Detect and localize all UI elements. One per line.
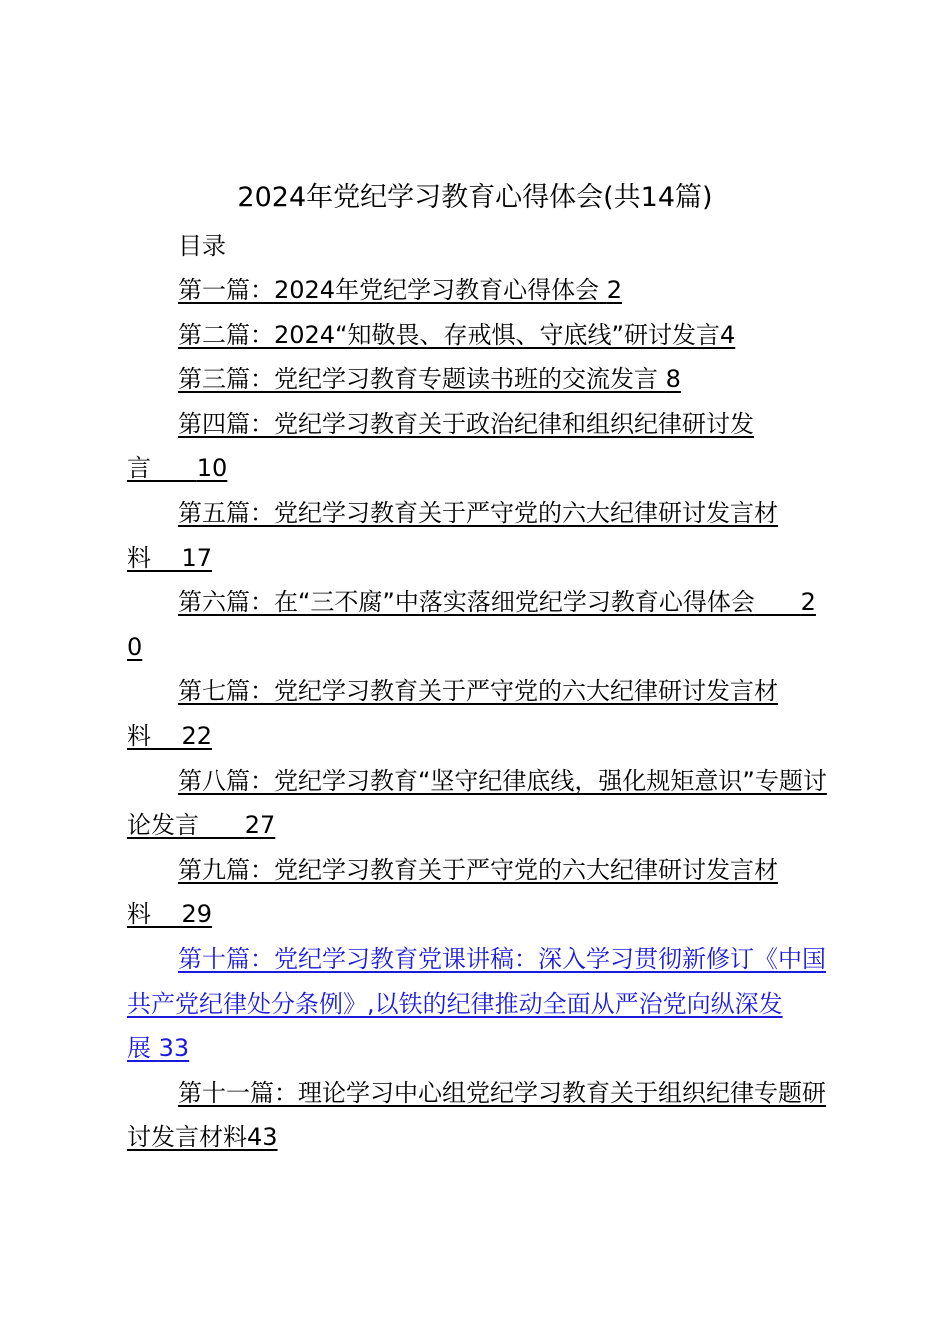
toc-entry-8[interactable] [127,759,827,848]
toc-entry-page-number: 4 [719,320,736,349]
toc-entry-page-number: 20 [127,588,816,661]
toc-entry-gap [151,544,182,572]
toc-entry-9[interactable] [127,848,827,937]
toc-entry-gap [199,811,245,839]
document-title: 2024年党纪学习教育心得体会(共14篇) [237,182,713,213]
toc-entry-label: 第四篇：党纪学习教育关于政治纪律和组织纪律研讨发言 [127,409,754,483]
toc-entry-label: 第五篇：党纪学习教育关于严守党的六大纪律研讨发言材料 [127,498,778,572]
toc-entry-gap [151,454,197,482]
toc-entry-label: 第八篇：党纪学习教育“坚守纪律底线，强化规矩意识”专题讨论发言 [127,766,827,840]
table-of-contents [127,268,827,1160]
toc-entry-11[interactable] [127,1071,827,1160]
toc-entry-gap [151,900,182,928]
toc-entry-label: 第十一篇：理论学习中心组党纪学习教育关于组织纪律专题研讨发言材料 [127,1078,826,1152]
toc-entry-6[interactable] [127,580,827,669]
toc-entry-page-number: 10 [196,454,228,483]
toc-entry-page-number: 43 [247,1123,278,1152]
toc-entry-label: 第三篇：党纪学习教育专题读书班的交流发言 [178,365,658,394]
toc-entry-page-number: 33 [158,1034,190,1063]
toc-entry-2[interactable] [127,313,827,358]
toc-entry-page-number: 8 [665,365,681,394]
toc-entry-7[interactable] [127,669,827,758]
toc-entry-1[interactable] [127,268,827,313]
toc-entry-label: 第六篇：在“三不腐”中落实落细党纪学习教育心得体会 [178,588,755,617]
toc-entry-4[interactable] [127,402,827,491]
toc-entry-label: 第七篇：党纪学习教育关于严守党的六大纪律研讨发言材料 [127,677,778,750]
toc-entry-gap [658,365,666,393]
toc-entry-label: 第二篇：2024“知敬畏、存戒惧、守底线”研讨发言 [178,320,720,349]
toc-entry-page-number: 17 [181,543,213,572]
toc-entry-page-number: 2 [606,276,622,304]
toc-entry-page-number: 22 [181,721,213,750]
toc-entry-gap [755,588,801,616]
toc-entry-label: 第十篇：党纪学习教育党课讲稿：深入学习贯彻新修订《中国共产党纪律处分条例》,以铁的纪律推动全面从严治党向纵深发展 [127,944,826,1063]
toc-entry-5[interactable] [127,491,827,580]
toc-entry-label: 第九篇：党纪学习教育关于严守党的六大纪律研讨发言材料 [127,855,778,929]
toc-entry-gap [151,722,182,750]
toc-entry-page-number: 27 [244,811,276,840]
toc-entry-3[interactable] [127,357,827,402]
toc-entry-10-link[interactable] [127,937,827,1071]
toc-entry-page-number: 29 [181,900,213,929]
toc-entry-gap [151,1034,159,1062]
toc-heading: 目录 [178,232,226,260]
toc-entry-gap [599,276,607,304]
toc-entry-label: 第一篇：2024年党纪学习教育心得体会 [178,276,600,304]
